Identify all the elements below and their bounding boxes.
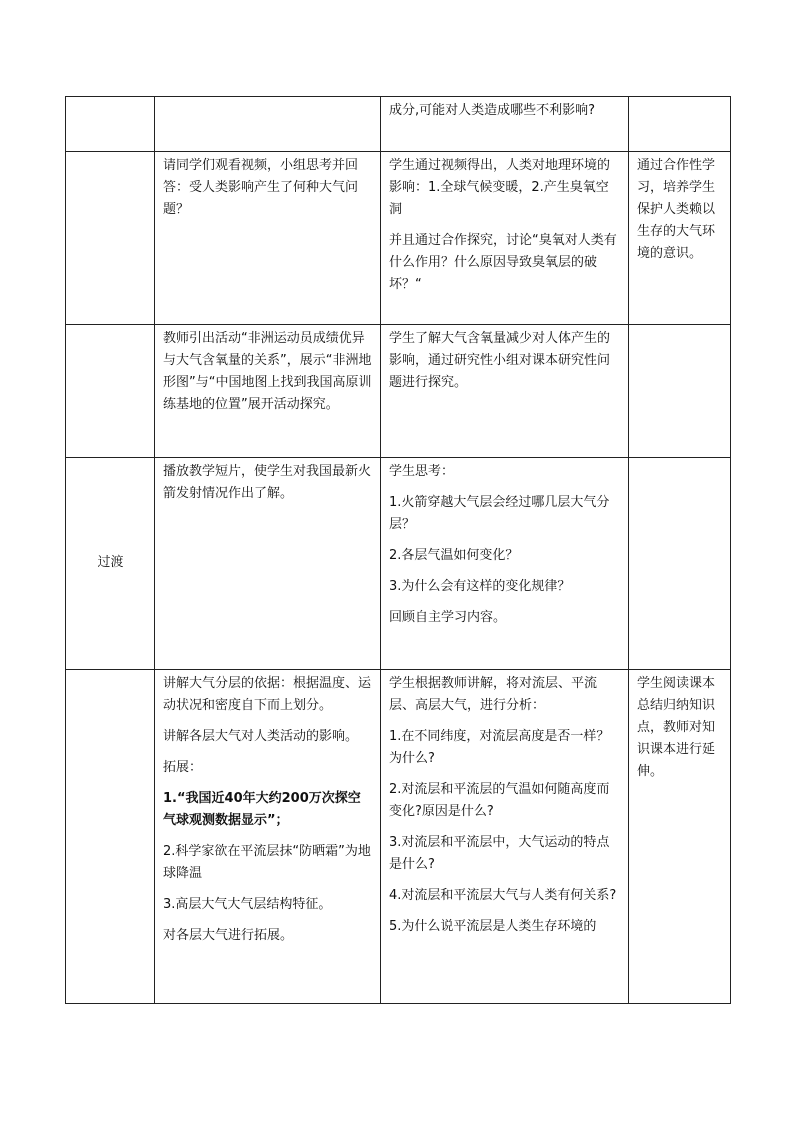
student-activity-text: 2.各层气温如何变化？ <box>389 548 519 563</box>
design-intent-text: 学生阅读课本总结归纳知识点，教师对知识课本进行延伸。 <box>637 676 716 779</box>
design-intent-cell <box>629 458 731 670</box>
teacher-activity-text: 请同学们观看视频，小组思考并回答：受人类影响产生了何种大气问题？ <box>163 158 359 217</box>
stage-cell <box>66 325 155 458</box>
lesson-plan-body <box>66 97 731 1004</box>
teacher-activity-text: 2.科学家欲在平流层抹“防晒霜”为地球降温 <box>163 844 371 881</box>
table-row <box>66 670 731 1004</box>
design-intent-cell <box>629 152 731 325</box>
teacher-activity-cell <box>155 458 381 670</box>
student-activity-text: 并且通过合作探究，讨论“臭氧对人类有什么作用？什么原因导致臭氧层的破坏？“ <box>389 233 617 292</box>
student-activity-text: 3.为什么会有这样的变化规律？ <box>389 579 571 594</box>
teacher-activity-cell <box>155 97 381 152</box>
stage-cell <box>66 670 155 1004</box>
design-intent-text: 通过合作性学习，培养学生保护人类赖以生存的大气环境的意识。 <box>637 158 716 261</box>
student-activity-cell <box>381 670 629 1004</box>
teacher-activity-text: 教师引出活动“非洲运动员成绩优异与大气含氧量的关系”，展示“非洲地形图”与“中国地图上找到我国高原训练基地的位置”展开活动探究。 <box>163 331 372 412</box>
table-row <box>66 97 731 152</box>
student-activity-text: 学生思考： <box>389 464 455 479</box>
teacher-activity-text: 1.“我国近40年大约200万次探空气球观测数据显示”； <box>163 791 361 828</box>
design-intent-cell <box>629 325 731 458</box>
teacher-activity-cell <box>155 152 381 325</box>
teacher-activity-text: 播放教学短片，使学生对我国最新火箭发射情况作出了解。 <box>163 464 372 501</box>
table-row <box>66 152 731 325</box>
student-activity-cell <box>381 152 629 325</box>
student-activity-cell <box>381 458 629 670</box>
student-activity-cell <box>381 97 629 152</box>
student-activity-text: 学生通过视频得出，人类对地理环境的影响：1.全球气候变暖，2.产生臭氧空洞 <box>389 158 611 217</box>
student-activity-text: 学生了解大气含氧量减少对人体产生的影响，通过研究性小组对课本研究性问题进行探究。 <box>389 331 611 390</box>
lesson-plan-table <box>65 96 731 1004</box>
stage-cell <box>66 97 155 152</box>
student-activity-text: 4.对流层和平流层大气与人类有何关系? <box>389 888 617 903</box>
teacher-activity-text: 讲解大气分层的依据：根据温度、运动状况和密度自下而上划分。 <box>163 676 372 713</box>
table-row <box>66 458 731 670</box>
teacher-activity-cell <box>155 325 381 458</box>
teacher-activity-text: 对各层大气进行拓展。 <box>163 928 294 943</box>
student-activity-text: 3.对流层和平流层中，大气运动的特点是什么? <box>389 835 610 872</box>
student-activity-text: 5.为什么说平流层是人类生存环境的 <box>389 919 597 934</box>
student-activity-cell <box>381 325 629 458</box>
student-activity-text: 学生根据教师讲解，将对流层、平流层、高层大气，进行分析： <box>389 676 598 713</box>
student-activity-text: 2.对流层和平流层的气温如何随高度而变化?原因是什么? <box>389 782 610 819</box>
teacher-activity-cell <box>155 670 381 1004</box>
student-activity-text: 1.火箭穿越大气层会经过哪几层大气分层？ <box>389 495 610 532</box>
stage-cell <box>66 152 155 325</box>
table-row <box>66 325 731 458</box>
student-activity-text: 1.在不同纬度，对流层高度是否一样？为什么? <box>389 729 610 766</box>
student-activity-text: 成分,可能对人类造成哪些不利影响? <box>389 103 596 118</box>
student-activity-text: 回顾自主学习内容。 <box>389 610 507 625</box>
teacher-activity-text: 讲解各层大气对人类活动的影响。 <box>163 729 359 744</box>
teacher-activity-text: 3.高层大气大气层结构特征。 <box>163 897 332 912</box>
stage-cell: 过渡 <box>66 458 155 670</box>
design-intent-cell <box>629 670 731 1004</box>
teacher-activity-text: 拓展： <box>163 760 203 775</box>
design-intent-cell <box>629 97 731 152</box>
